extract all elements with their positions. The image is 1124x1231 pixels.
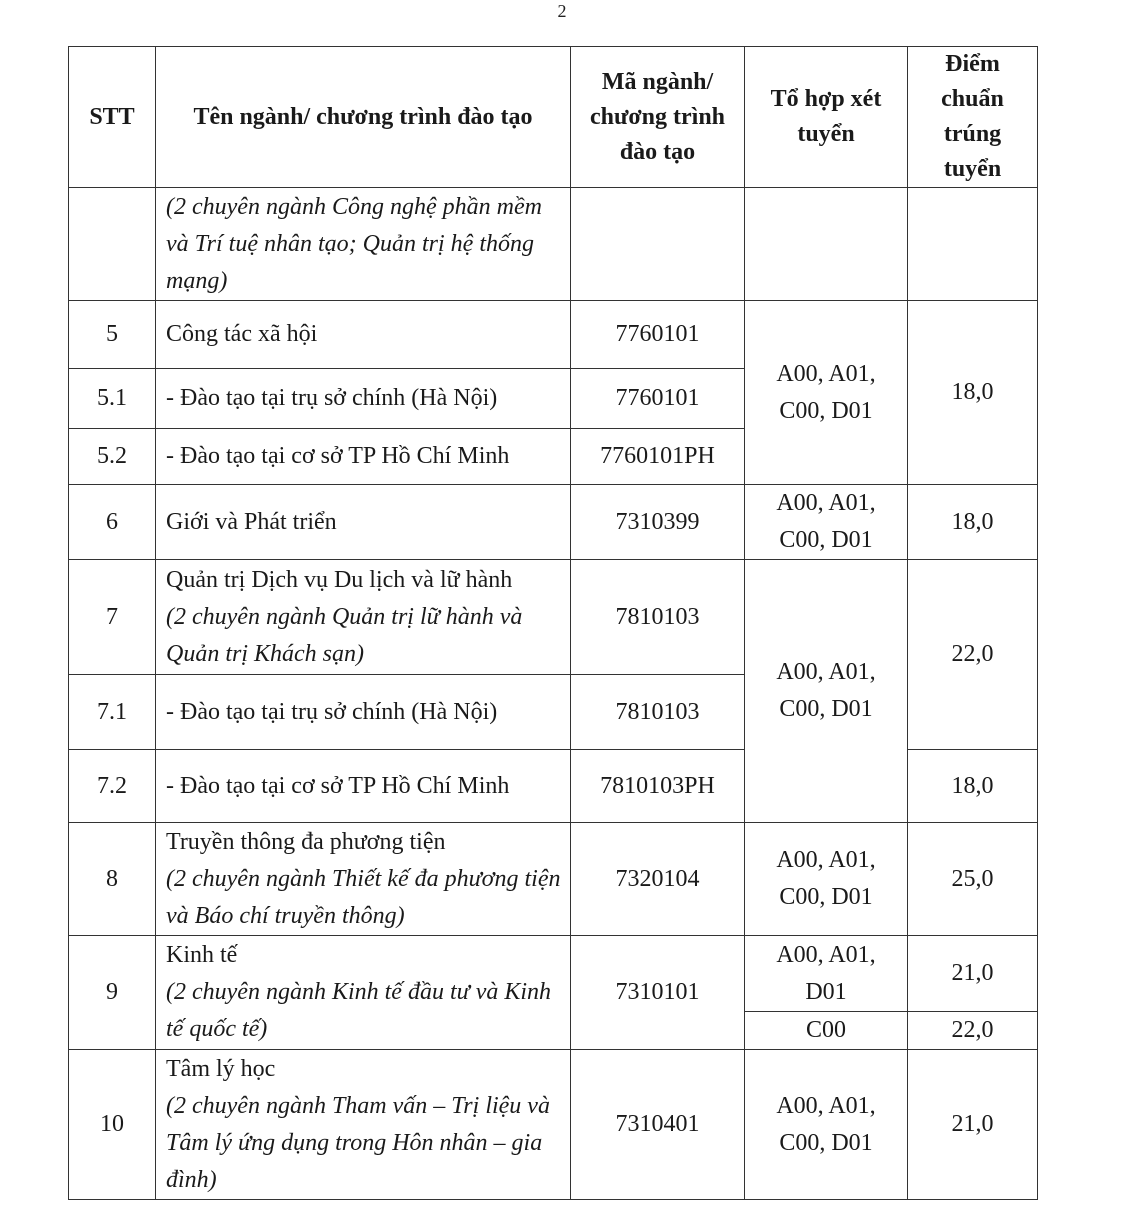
row-stt: 5.1 (69, 369, 156, 429)
program-name: Giới và Phát triển (156, 485, 571, 560)
program-code: 7310101 (571, 936, 745, 1050)
row-stt: 7.2 (69, 750, 156, 823)
program-name: - Đào tạo tại trụ sở chính (Hà Nội) (156, 369, 571, 429)
cutoff-score: 25,0 (908, 823, 1038, 936)
row-stt: 8 (69, 823, 156, 936)
header-program-code: Mã ngành/ chương trình đào tạo (571, 47, 745, 188)
program-name: - Đào tạo tại cơ sở TP Hồ Chí Minh (156, 429, 571, 485)
program-note: (2 chuyên ngành Quản trị lữ hành và Quản trị Khách sạn) (166, 603, 523, 667)
table-row (69, 188, 1038, 301)
cutoff-score: 21,0 (908, 1050, 1038, 1200)
table-row (69, 485, 1038, 560)
row-stt: 9 (69, 936, 156, 1050)
program-name: - Đào tạo tại cơ sở TP Hồ Chí Minh (156, 750, 571, 823)
header-subject-combination: Tổ hợp xét tuyển (745, 47, 908, 188)
row-stt: 5 (69, 301, 156, 369)
program-code: 7310399 (571, 485, 745, 560)
program-note: (2 chuyên ngành Thiết kế đa phương tiện và Báo chí truyền thông) (166, 865, 561, 929)
program-code: 7810103 (571, 675, 745, 750)
program-name: Kinh tế (166, 942, 238, 968)
admission-score-table (68, 46, 1038, 1200)
cutoff-score: 18,0 (908, 485, 1038, 560)
cutoff-score: 18,0 (908, 301, 1038, 485)
program-code: 7810103PH (571, 750, 745, 823)
program-name: Công tác xã hội (156, 301, 571, 369)
subject-combination: A00, A01, C00, D01 (745, 301, 908, 485)
program-note: (2 chuyên ngành Tham vấn – Trị liệu và Tâm lý ứng dụng trong Hôn nhân – gia đình) (166, 1092, 550, 1193)
program-name: Tâm lý học (166, 1055, 276, 1082)
program-code: 7760101 (571, 369, 745, 429)
row-stt: 6 (69, 485, 156, 560)
cutoff-score: 22,0 (908, 560, 1038, 750)
subject-combination: A00, A01, C00, D01 (745, 560, 908, 823)
program-name: - Đào tạo tại trụ sở chính (Hà Nội) (156, 675, 571, 750)
program-note: (2 chuyên ngành Công nghệ phần mềm và Trí tuệ nhân tạo; Quản trị hệ thống mạng) (166, 193, 542, 294)
subject-combination: A00, A01, C00, D01 (745, 1050, 908, 1200)
table-row (69, 823, 1038, 936)
header-cutoff-score: Điểm chuẩn trúng tuyển (908, 47, 1038, 188)
program-code: 7810103 (571, 560, 745, 675)
program-code: 7320104 (571, 823, 745, 936)
subject-combination: A00, A01, D01 (745, 936, 908, 1012)
page-number: 2 (557, 1, 567, 21)
program-code: 7760101 (571, 301, 745, 369)
row-stt: 7.1 (69, 675, 156, 750)
subject-combination: A00, A01, C00, D01 (745, 823, 908, 936)
table-row (69, 936, 1038, 1012)
cutoff-score: 18,0 (908, 750, 1038, 823)
table-header-row (69, 47, 1038, 188)
header-stt: STT (69, 47, 156, 188)
row-stt: 7 (69, 560, 156, 675)
cutoff-score: 22,0 (908, 1012, 1038, 1050)
table-row (69, 1050, 1038, 1200)
row-stt: 10 (69, 1050, 156, 1200)
header-program-name: Tên ngành/ chương trình đào tạo (156, 47, 571, 188)
subject-combination: C00 (745, 1012, 908, 1050)
program-note: (2 chuyên ngành Kinh tế đầu tư và Kinh tế quốc tế) (166, 979, 552, 1042)
subject-combination: A00, A01, C00, D01 (745, 485, 908, 560)
cutoff-score: 21,0 (908, 936, 1038, 1012)
table-row (69, 301, 1038, 369)
program-code: 7310401 (571, 1050, 745, 1200)
program-name: Truyền thông đa phương tiện (166, 828, 446, 855)
program-code: 7760101PH (571, 429, 745, 485)
program-name: Quản trị Dịch vụ Du lịch và lữ hành (166, 566, 513, 593)
table-row (69, 560, 1038, 675)
row-stt: 5.2 (69, 429, 156, 485)
